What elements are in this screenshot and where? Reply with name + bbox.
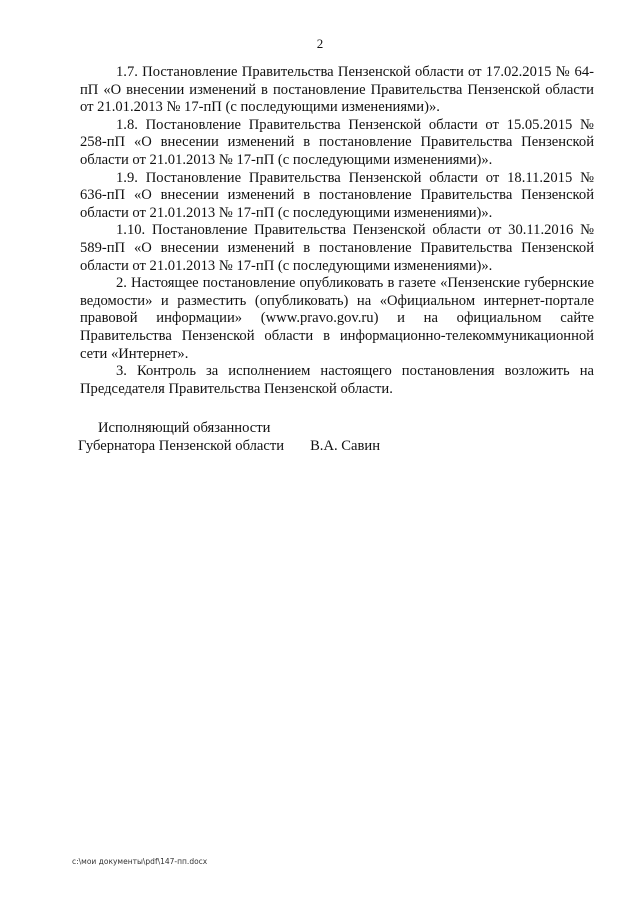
paragraph-1-7: 1.7. Постановление Правительства Пензенской области от 17.02.2015 № 64-пП «О внесении изменений в постановление Правительства Пензенской области от 21.01.2013 № 17-пП (с последующими изменениями)». — [80, 64, 594, 116]
footer-file-path: c:\мои документы\pdf\147-пп.docx — [72, 857, 208, 866]
paragraph-1-8: 1.8. Постановление Правительства Пензенской области от 15.05.2015 № 258-пП «О внесении изменений в постановление Правительства Пензенской области от 21.01.2013 № 17-пП (с последующими изменениями)». — [80, 116, 594, 168]
paragraph-2: 2. Настоящее постановление опубликовать в газете «Пензенские губернские ведомости» и разместить (опубликовать) на «Официальном интернет-портале правовой информации» (www.pravo.gov.ru) и на официальном сайте Правительства Пензенской области в информационно-телекоммуникационной сети «Интернет». — [80, 275, 594, 362]
paragraph-1-10: 1.10. Постановление Правительства Пензенской области от 30.11.2016 № 589-пП «О внесении изменений в постановление Правительства Пензенской области от 21.01.2013 № 17-пП (с последующими изменениями)». — [80, 222, 594, 274]
signatory-position-line2 — [78, 438, 578, 456]
signatory-name: В.А. Савин — [310, 437, 381, 454]
document-body — [80, 64, 594, 398]
signatory-position-line1: Исполняющий обязанности — [98, 420, 271, 436]
signature-block — [78, 420, 578, 455]
paragraph-3: 3. Контроль за исполнением настоящего постановления возложить на Председателя Правительства Пензенской области. — [80, 363, 594, 397]
signatory-position-line2-text: Губернатора Пензенской области — [78, 437, 285, 454]
paragraph-1-9: 1.9. Постановление Правительства Пензенской области от 18.11.2015 № 636-пП «О внесении изменений в постановление Правительства Пензенской области от 21.01.2013 № 17-пП (с последующими изменениями)». — [80, 169, 594, 221]
page-number: 2 — [316, 36, 324, 51]
